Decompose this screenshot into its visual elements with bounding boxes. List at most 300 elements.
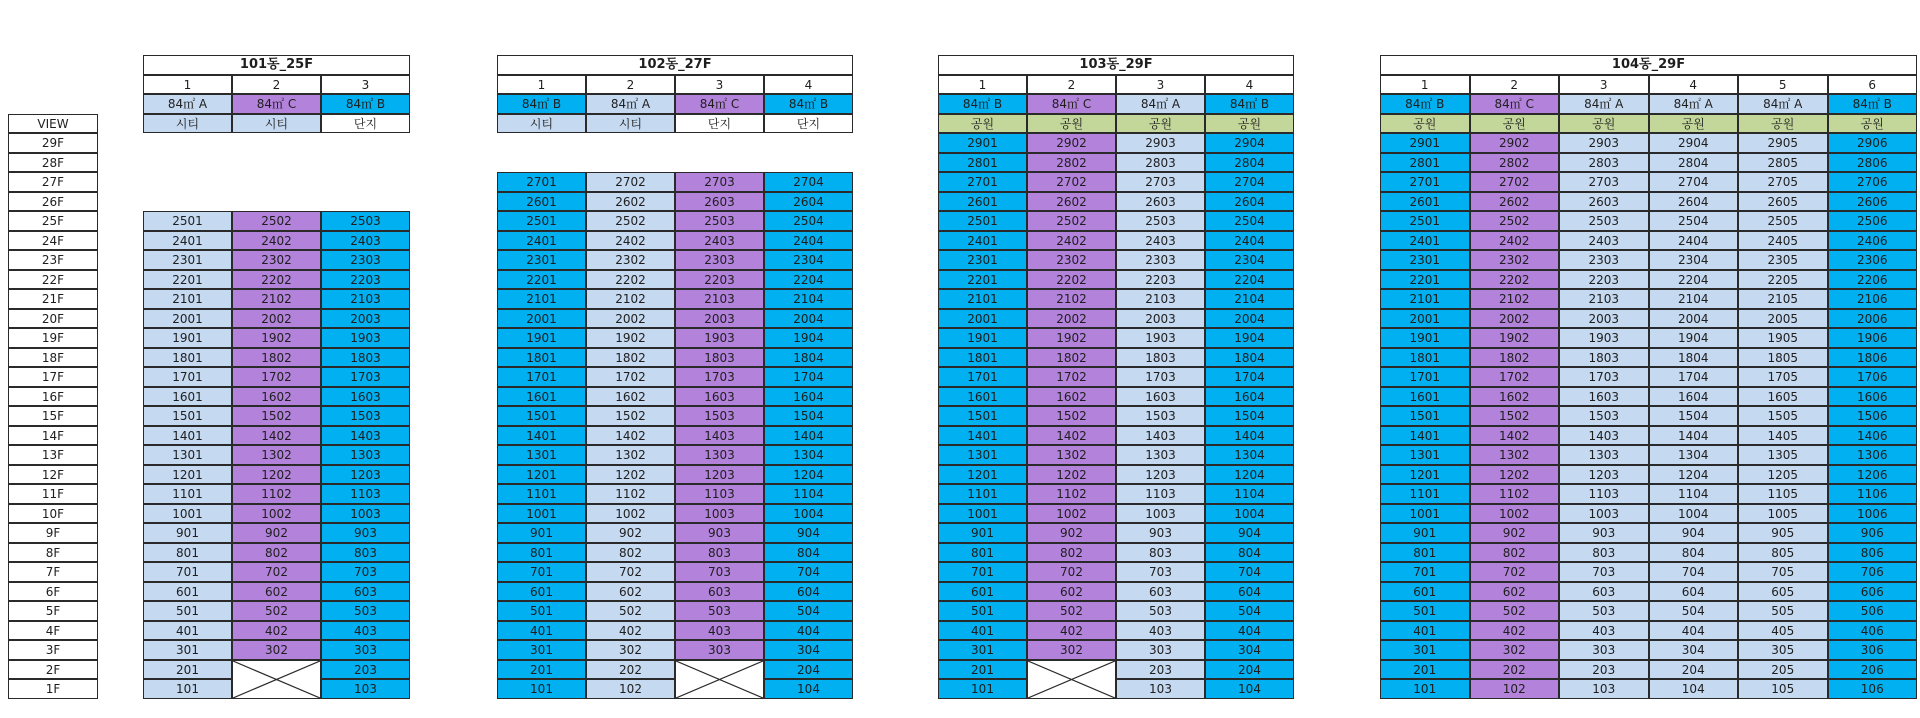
unit-cell: 1102 [232, 484, 321, 504]
view-header-label: VIEW [8, 114, 98, 134]
unit-cell: 2901 [1380, 133, 1470, 153]
unit-cell: 902 [1027, 523, 1116, 543]
unit-cell: 2506 [1828, 211, 1918, 231]
unit-cell: 1804 [1205, 348, 1294, 368]
unit-cell: 1101 [1380, 484, 1470, 504]
unit-cell: 2803 [1559, 153, 1649, 173]
unit-cell: 2906 [1828, 133, 1918, 153]
unit-cell: 1701 [1380, 367, 1470, 387]
unit-cell: 2203 [1116, 270, 1205, 290]
line-number: 2 [232, 75, 321, 95]
unit-cell: 2601 [1380, 192, 1470, 212]
unit-cell: 904 [1205, 523, 1294, 543]
unit-cell: 302 [1027, 640, 1116, 660]
line-number: 3 [1559, 75, 1649, 95]
line-number: 3 [675, 75, 764, 95]
unit-type: 84㎡ C [1027, 94, 1116, 114]
unit-cell: 2101 [143, 289, 232, 309]
floor-label: 1F [8, 679, 98, 699]
unit-type: 84㎡ A [143, 94, 232, 114]
unit-cell: 2405 [1738, 231, 1828, 251]
unit-cell: 2501 [1380, 211, 1470, 231]
floor-label: 16F [8, 387, 98, 407]
unit-cell: 301 [1380, 640, 1470, 660]
unit-cell: 903 [1559, 523, 1649, 543]
unit-cell: 2502 [1470, 211, 1560, 231]
floor-label: 22F [8, 270, 98, 290]
unit-cell: 2701 [497, 172, 586, 192]
unit-cell: 703 [1559, 562, 1649, 582]
unit-cell: 1501 [143, 406, 232, 426]
unit-cell: 1902 [232, 328, 321, 348]
unit-cell: 1904 [764, 328, 853, 348]
unit-cell: 1504 [1205, 406, 1294, 426]
unit-cell: 1206 [1828, 465, 1918, 485]
unit-cell: 801 [143, 543, 232, 563]
unit-cell: 2502 [1027, 211, 1116, 231]
unit-cell: 1203 [675, 465, 764, 485]
unit-cell: 403 [1559, 621, 1649, 641]
unit-type: 84㎡ A [1116, 94, 1205, 114]
unit-cell: 2102 [1470, 289, 1560, 309]
unit-cell: 504 [764, 601, 853, 621]
cross-mark-icon [1028, 661, 1115, 698]
floor-label: 18F [8, 348, 98, 368]
unit-cell: 204 [1205, 660, 1294, 680]
unit-cell: 801 [1380, 543, 1470, 563]
unit-cell: 1904 [1205, 328, 1294, 348]
unit-cell: 2501 [143, 211, 232, 231]
unit-cell: 304 [1205, 640, 1294, 660]
unit-type: 84㎡ C [1470, 94, 1560, 114]
unit-cell: 704 [1649, 562, 1739, 582]
view-type: 공원 [938, 114, 1027, 134]
unit-cell: 2103 [1116, 289, 1205, 309]
floor-label: 27F [8, 172, 98, 192]
unit-cell: 1701 [143, 367, 232, 387]
unit-cell: 1301 [143, 445, 232, 465]
unit-cell: 605 [1738, 582, 1828, 602]
unit-type: 84㎡ A [1559, 94, 1649, 114]
unit-cell: 302 [232, 640, 321, 660]
unit-cell: 504 [1649, 601, 1739, 621]
unit-cell: 2402 [1027, 231, 1116, 251]
view-type: 공원 [1738, 114, 1828, 134]
unit-cell: 704 [764, 562, 853, 582]
unit-cell: 1802 [232, 348, 321, 368]
unit-cell: 101 [938, 679, 1027, 699]
unit-cell: 2702 [586, 172, 675, 192]
unit-cell: 603 [1559, 582, 1649, 602]
floor-label: 23F [8, 250, 98, 270]
unit-cell: 2604 [1649, 192, 1739, 212]
unit-cell: 2101 [938, 289, 1027, 309]
unit-cell: 1601 [1380, 387, 1470, 407]
line-number: 5 [1738, 75, 1828, 95]
view-type: 공원 [1205, 114, 1294, 134]
line-number: 2 [1027, 75, 1116, 95]
unit-cell: 801 [938, 543, 1027, 563]
unit-cell: 301 [143, 640, 232, 660]
unit-cell: 1801 [1380, 348, 1470, 368]
unit-cell: 2002 [232, 309, 321, 329]
unit-cell: 2504 [1649, 211, 1739, 231]
unit-cell: 1403 [675, 426, 764, 446]
unit-cell: 704 [1205, 562, 1294, 582]
unit-cell: 2004 [1205, 309, 1294, 329]
unit-cell: 104 [764, 679, 853, 699]
unit-cell: 1201 [938, 465, 1027, 485]
unit-cell: 2002 [1470, 309, 1560, 329]
unit-cell: 2203 [321, 270, 410, 290]
unit-cell: 2101 [1380, 289, 1470, 309]
unit-cell: 1801 [497, 348, 586, 368]
unit-cell: 203 [1559, 660, 1649, 680]
unit-cell: 1901 [143, 328, 232, 348]
unit-cell: 2403 [675, 231, 764, 251]
floor-label: 19F [8, 328, 98, 348]
unit-cell: 1503 [1559, 406, 1649, 426]
unit-cell: 2601 [938, 192, 1027, 212]
unit-cell: 301 [497, 640, 586, 660]
unit-cell: 2901 [938, 133, 1027, 153]
unit-cell: 803 [1116, 543, 1205, 563]
cross-mark-icon [676, 661, 763, 698]
unit-cell: 1203 [321, 465, 410, 485]
unit-cell: 701 [143, 562, 232, 582]
unit-cell: 601 [497, 582, 586, 602]
unit-cell: 204 [764, 660, 853, 680]
unit-cell: 2204 [1649, 270, 1739, 290]
unit-cell: 303 [1559, 640, 1649, 660]
unit-cell: 2602 [1470, 192, 1560, 212]
unit-cell: 1502 [586, 406, 675, 426]
unit-cell: 1001 [143, 504, 232, 524]
unit-cell: 1702 [1470, 367, 1560, 387]
unit-cell: 901 [143, 523, 232, 543]
unit-cell: 305 [1738, 640, 1828, 660]
unit-type: 84㎡ B [1205, 94, 1294, 114]
unit-cell: 2802 [1027, 153, 1116, 173]
unit-cell: 1602 [1027, 387, 1116, 407]
unit-cell: 1703 [321, 367, 410, 387]
unit-cell: 101 [497, 679, 586, 699]
unit-cell: 2501 [497, 211, 586, 231]
unit-cell: 1003 [1559, 504, 1649, 524]
unit-cell: 1501 [497, 406, 586, 426]
floor-label: 3F [8, 640, 98, 660]
unit-cell: 1406 [1828, 426, 1918, 446]
unit-cell: 1304 [1649, 445, 1739, 465]
unit-cell: 1305 [1738, 445, 1828, 465]
unit-cell: 2004 [1649, 309, 1739, 329]
unit-cell: 1603 [675, 387, 764, 407]
unit-cell: 104 [1649, 679, 1739, 699]
unit-cell: 2004 [764, 309, 853, 329]
unit-cell: 2804 [1649, 153, 1739, 173]
unit-cell: 2804 [1205, 153, 1294, 173]
unit-cell: 1004 [1649, 504, 1739, 524]
unit-cell: 1301 [938, 445, 1027, 465]
unit-cell: 1401 [497, 426, 586, 446]
unit-cell: 905 [1738, 523, 1828, 543]
unit-cell: 2001 [938, 309, 1027, 329]
unit-cell: 1506 [1828, 406, 1918, 426]
unit-type: 84㎡ A [1738, 94, 1828, 114]
unit-cell: 1303 [675, 445, 764, 465]
unit-cell: 802 [232, 543, 321, 563]
unit-cell: 2402 [586, 231, 675, 251]
unit-cell: 2104 [1649, 289, 1739, 309]
line-number: 4 [1649, 75, 1739, 95]
unit-cell: 1703 [1559, 367, 1649, 387]
unit-cell: 2905 [1738, 133, 1828, 153]
unit-cell: 1701 [938, 367, 1027, 387]
unit-cell: 204 [1649, 660, 1739, 680]
unit-cell: 1001 [497, 504, 586, 524]
unit-cell: 2503 [1116, 211, 1205, 231]
unit-cell: 2503 [321, 211, 410, 231]
view-type: 공원 [1380, 114, 1470, 134]
unit-cell: 903 [321, 523, 410, 543]
view-type: 공원 [1116, 114, 1205, 134]
unit-cell: 2001 [1380, 309, 1470, 329]
unit-cell: 2503 [675, 211, 764, 231]
floor-label: 13F [8, 445, 98, 465]
unit-cell: 2202 [1027, 270, 1116, 290]
unit-cell: 304 [764, 640, 853, 660]
unit-cell: 1102 [586, 484, 675, 504]
unit-cell: 2303 [1559, 250, 1649, 270]
unit-cell: 1501 [938, 406, 1027, 426]
unit-cell: 1504 [764, 406, 853, 426]
unit-cell: 101 [143, 679, 232, 699]
unit-cell: 403 [321, 621, 410, 641]
line-number: 4 [1205, 75, 1294, 95]
unit-cell: 1401 [1380, 426, 1470, 446]
unit-cell: 502 [232, 601, 321, 621]
line-number: 4 [764, 75, 853, 95]
unit-cell: 201 [497, 660, 586, 680]
unit-cell: 2504 [764, 211, 853, 231]
unit-cell: 2404 [764, 231, 853, 251]
unit-cell: 1903 [321, 328, 410, 348]
unit-cell: 1004 [1205, 504, 1294, 524]
unit-cell: 601 [938, 582, 1027, 602]
unit-cell: 503 [675, 601, 764, 621]
unit-cell: 2902 [1027, 133, 1116, 153]
unit-cell: 1402 [232, 426, 321, 446]
unit-cell: 1804 [1649, 348, 1739, 368]
unit-cell: 504 [1205, 601, 1294, 621]
unit-cell: 2603 [675, 192, 764, 212]
unit-cell: 2902 [1470, 133, 1560, 153]
floor-label: 24F [8, 231, 98, 251]
unit-cell: 2701 [938, 172, 1027, 192]
unit-cell: 802 [1027, 543, 1116, 563]
unit-cell: 102 [1470, 679, 1560, 699]
unit-type: 84㎡ A [1649, 94, 1739, 114]
unit-cell: 2105 [1738, 289, 1828, 309]
unit-cell: 601 [1380, 582, 1470, 602]
unit-cell: 2806 [1828, 153, 1918, 173]
unit-cell: 604 [764, 582, 853, 602]
unit-cell: 2302 [1470, 250, 1560, 270]
unit-cell: 1005 [1738, 504, 1828, 524]
unit-cell: 703 [321, 562, 410, 582]
unit-cell: 1201 [1380, 465, 1470, 485]
unit-cell: 1903 [1116, 328, 1205, 348]
unit-cell: 2201 [938, 270, 1027, 290]
unit-cell: 906 [1828, 523, 1918, 543]
building-title: 104동_29F [1380, 55, 1917, 75]
floor-label: 9F [8, 523, 98, 543]
floor-label: 25F [8, 211, 98, 231]
unit-cell: 1106 [1828, 484, 1918, 504]
unit-cell: 2302 [586, 250, 675, 270]
unit-cell: 401 [497, 621, 586, 641]
unit-cell: 2603 [1559, 192, 1649, 212]
unit-type: 84㎡ B [1380, 94, 1470, 114]
unit-cell: 2703 [1116, 172, 1205, 192]
line-number: 6 [1828, 75, 1918, 95]
unit-cell: 103 [1559, 679, 1649, 699]
unit-cell: 2402 [1470, 231, 1560, 251]
unit-cell: 105 [1738, 679, 1828, 699]
unit-cell: 2701 [1380, 172, 1470, 192]
unit-cell: 2903 [1116, 133, 1205, 153]
unit-cell: 501 [143, 601, 232, 621]
floor-label: 4F [8, 621, 98, 641]
unit-cell: 1002 [232, 504, 321, 524]
unit-cell: 2102 [232, 289, 321, 309]
unit-cell: 1601 [143, 387, 232, 407]
unit-cell: 1204 [764, 465, 853, 485]
unit-cell: 2404 [1205, 231, 1294, 251]
floor-label: 7F [8, 562, 98, 582]
floor-label: 11F [8, 484, 98, 504]
unit-cell: 2702 [1027, 172, 1116, 192]
unit-cell: 2202 [1470, 270, 1560, 290]
unit-cell: 1003 [675, 504, 764, 524]
unit-cell: 206 [1828, 660, 1918, 680]
unit-cell: 1805 [1738, 348, 1828, 368]
unit-cell: 2001 [497, 309, 586, 329]
unit-cell: 1906 [1828, 328, 1918, 348]
unit-cell: 303 [321, 640, 410, 660]
unit-cell: 1405 [1738, 426, 1828, 446]
unit-cell: 203 [1116, 660, 1205, 680]
unit-cell: 404 [1205, 621, 1294, 641]
unit-cell: 1702 [586, 367, 675, 387]
view-type: 시티 [497, 114, 586, 134]
unit-cell: 1802 [1027, 348, 1116, 368]
unit-cell: 402 [1470, 621, 1560, 641]
unit-cell: 2601 [497, 192, 586, 212]
unit-cell: 2501 [938, 211, 1027, 231]
unit-cell: 603 [675, 582, 764, 602]
unit-cell: 203 [321, 660, 410, 680]
unit-cell: 1503 [321, 406, 410, 426]
unit-cell: 2505 [1738, 211, 1828, 231]
unit-cell: 1001 [938, 504, 1027, 524]
unit-cell: 1001 [1380, 504, 1470, 524]
unit-cell: 2202 [586, 270, 675, 290]
unit-cell: 1603 [321, 387, 410, 407]
unit-cell: 2401 [938, 231, 1027, 251]
unit-cell: 2401 [1380, 231, 1470, 251]
unit-cell: 102 [586, 679, 675, 699]
unit-cell: 901 [1380, 523, 1470, 543]
unit-cell: 701 [497, 562, 586, 582]
unit-cell: 1902 [1027, 328, 1116, 348]
unit-cell: 806 [1828, 543, 1918, 563]
unit-cell: 2204 [764, 270, 853, 290]
unit-cell: 503 [1116, 601, 1205, 621]
unit-cell: 2006 [1828, 309, 1918, 329]
line-number: 1 [938, 75, 1027, 95]
unit-cell: 1301 [1380, 445, 1470, 465]
floor-label: 8F [8, 543, 98, 563]
unit-cell: 1202 [232, 465, 321, 485]
unit-cell: 2002 [586, 309, 675, 329]
unit-cell: 2401 [497, 231, 586, 251]
unit-cell: 2103 [1559, 289, 1649, 309]
unit-cell: 1502 [1470, 406, 1560, 426]
unit-cell: 404 [1649, 621, 1739, 641]
unit-cell: 401 [143, 621, 232, 641]
unit-cell: 702 [1027, 562, 1116, 582]
unit-cell: 1404 [1205, 426, 1294, 446]
unit-cell: 901 [497, 523, 586, 543]
unit-cell: 1801 [938, 348, 1027, 368]
line-number: 1 [143, 75, 232, 95]
unit-cell: 1806 [1828, 348, 1918, 368]
unit-cell: 2104 [764, 289, 853, 309]
unit-type: 84㎡ C [232, 94, 321, 114]
unit-cell: 106 [1828, 679, 1918, 699]
unit-cell: 306 [1828, 640, 1918, 660]
unit-cell: 402 [586, 621, 675, 641]
unit-cell: 1604 [1649, 387, 1739, 407]
unit-cell: 604 [1205, 582, 1294, 602]
unit-cell: 1903 [1559, 328, 1649, 348]
unit-cell: 2801 [938, 153, 1027, 173]
unit-cell: 1701 [497, 367, 586, 387]
unit-cell: 303 [1116, 640, 1205, 660]
unit-cell: 2504 [1205, 211, 1294, 231]
unit-cell: 1705 [1738, 367, 1828, 387]
unit-cell: 501 [1380, 601, 1470, 621]
unit-cell: 2602 [1027, 192, 1116, 212]
unit-cell: 1203 [1559, 465, 1649, 485]
unit-cell: 1803 [1559, 348, 1649, 368]
floor-label: 15F [8, 406, 98, 426]
unit-cell: 2603 [1116, 192, 1205, 212]
unit-cell: 1903 [675, 328, 764, 348]
unit-cell: 904 [1649, 523, 1739, 543]
unit-cell: 2201 [497, 270, 586, 290]
unit-cell: 304 [1649, 640, 1739, 660]
unit-cell: 1401 [143, 426, 232, 446]
unit-cell: 1006 [1828, 504, 1918, 524]
unit-cell: 1603 [1559, 387, 1649, 407]
line-number: 1 [1380, 75, 1470, 95]
unit-cell: 903 [675, 523, 764, 543]
unit-cell: 2702 [1470, 172, 1560, 192]
unit-cell: 603 [1116, 582, 1205, 602]
unit-cell: 1404 [764, 426, 853, 446]
